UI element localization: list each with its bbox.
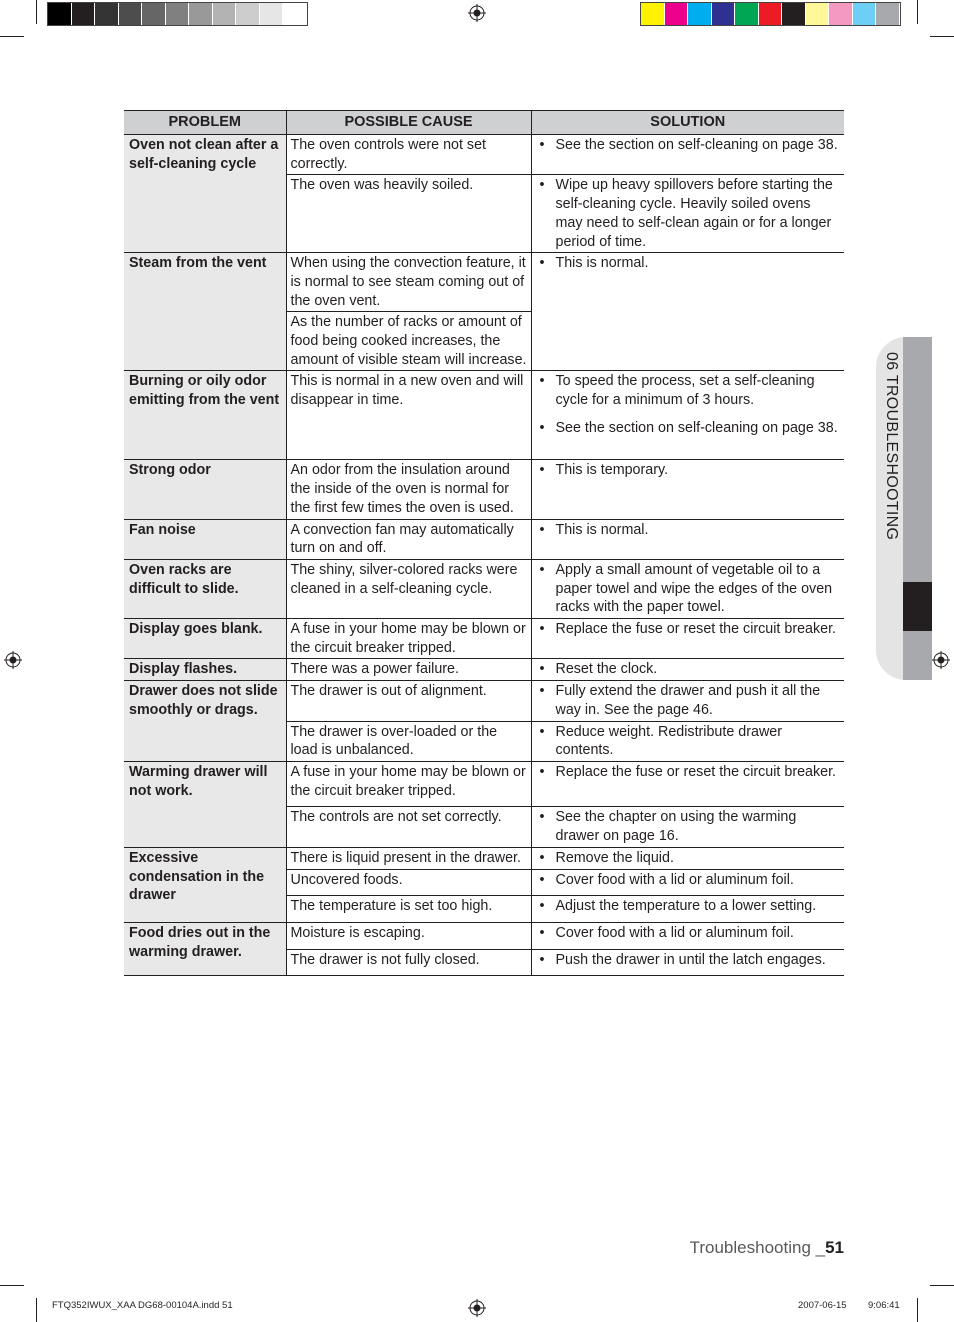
registration-mark-icon (4, 651, 22, 669)
problem-cell: Oven not clean after a self-cleaning cycle (124, 135, 286, 253)
cause-cell: As the number of racks or amount of food being cooked increases, the amount of visible steam will increase. (286, 312, 531, 371)
color-swatch (759, 3, 783, 25)
bullet-icon: • (539, 763, 545, 780)
bullet-icon: • (539, 809, 545, 826)
table-row (124, 371, 844, 460)
solution-item: • This is normal. (539, 521, 649, 538)
solution-cell (531, 761, 844, 806)
solution-item: • Wipe up heavy spillovers before starting the self-cleaning cycle. Heavily soiled ovens may need to self-clean again or for a longer period of time. (539, 177, 833, 250)
bullet-icon: • (539, 137, 545, 153)
bullet-icon: • (539, 177, 545, 194)
cause-cell: Moisture is escaping. (286, 922, 531, 949)
gray-swatch (283, 3, 307, 25)
cause-cell: The drawer is not fully closed. (286, 949, 531, 976)
solution-item: • Push the drawer in until the latch engages. (539, 951, 826, 968)
problem-cell: Fan noise (124, 519, 286, 559)
gray-swatch (213, 3, 237, 25)
gray-swatch (189, 3, 213, 25)
page-footer (690, 1238, 844, 1258)
bullet-icon: • (539, 621, 545, 638)
crop-mark (36, 0, 37, 24)
bullet-icon: • (539, 462, 545, 479)
crop-mark (36, 1298, 37, 1322)
bullet-icon: • (539, 871, 545, 888)
table-row (124, 847, 844, 869)
solution-cell (531, 869, 844, 896)
gray-swatch (236, 3, 260, 25)
color-swatch (735, 3, 759, 25)
bullet-icon: • (539, 661, 545, 678)
problem-cell: Warming drawer will not work. (124, 761, 286, 847)
bullet-icon: • (539, 419, 545, 436)
problem-cell: Strong odor (124, 460, 286, 519)
problem-cell: Drawer does not slide smoothly or drags. (124, 681, 286, 762)
problem-cell: Display goes blank. (124, 619, 286, 659)
bullet-icon: • (539, 723, 545, 740)
solution-item: • Fully extend the drawer and push it all the way in. See the page 46. (539, 683, 821, 718)
color-swatch (829, 3, 853, 25)
solution-item: • Replace the fuse or reset the circuit breaker. (539, 763, 837, 780)
problem-cell: Display flashes. (124, 659, 286, 681)
cause-cell: The oven was heavily soiled. (286, 175, 531, 253)
gray-swatch (166, 3, 190, 25)
cause-cell: An odor from the insulation around the inside of the oven is normal for the first few times the oven is used. (286, 460, 531, 519)
gray-swatch (119, 3, 143, 25)
slug-date: 2007-06-15 (798, 1300, 847, 1311)
registration-mark-icon (468, 1299, 486, 1317)
cause-cell: The drawer is out of alignment. (286, 681, 531, 721)
cause-cell: When using the convection feature, it is normal to see steam coming out of the oven vent. (286, 253, 531, 312)
cause-cell: Uncovered foods. (286, 869, 531, 896)
chapter-label: 06 TROUBLESHOOTING (883, 352, 900, 541)
gray-swatch (260, 3, 284, 25)
table-row (124, 659, 844, 681)
solution-cell (531, 721, 844, 761)
solution-cell (531, 847, 844, 869)
cause-cell: The oven controls were not set correctly. (286, 135, 531, 175)
solution-cell (531, 135, 844, 175)
gray-swatch (142, 3, 166, 25)
bullet-icon: • (539, 924, 545, 941)
cause-cell: A convection fan may automatically turn on and off. (286, 519, 531, 559)
cause-cell: There is liquid present in the drawer. (286, 847, 531, 869)
color-swatch (853, 3, 877, 25)
color-swatch (806, 3, 830, 25)
troubleshooting-table (124, 110, 844, 976)
solution-item: • Remove the liquid. (539, 849, 674, 866)
solution-item: • Reduce weight. Redistribute drawer contents. (539, 723, 782, 759)
problem-cell: Food dries out in the warming drawer. (124, 922, 286, 975)
table-row (124, 559, 844, 618)
solution-cell (531, 460, 844, 519)
solution-cell (531, 559, 844, 618)
problem-cell: Oven racks are difficult to slide. (124, 559, 286, 618)
solution-item: • See the section on self-cleaning on page 38. (539, 137, 838, 153)
table-row (124, 253, 844, 312)
process-color-bar (640, 2, 901, 26)
solution-item: • Apply a small amount of vegetable oil to a paper towel and wipe the edges of the oven racks with the paper towel. (539, 561, 833, 616)
solution-cell (531, 659, 844, 681)
table-row (124, 519, 844, 559)
bullet-icon: • (539, 255, 545, 272)
problem-cell: Burning or oily odor emitting from the vent (124, 371, 286, 460)
bullet-icon: • (539, 849, 545, 866)
footer-title: Troubleshooting _ (689, 1238, 826, 1257)
crop-mark (0, 36, 24, 37)
cause-cell: The drawer is over-loaded or the load is unbalanced. (286, 721, 531, 761)
gray-swatch (95, 3, 119, 25)
cause-cell: There was a power failure. (286, 659, 531, 681)
solution-cell (531, 896, 844, 923)
bullet-icon: • (539, 561, 545, 578)
solution-item: • Replace the fuse or reset the circuit breaker. (539, 621, 837, 638)
registration-mark-icon (468, 4, 486, 22)
crop-mark (917, 1298, 918, 1322)
solution-cell (531, 175, 844, 253)
color-swatch (782, 3, 806, 25)
cause-cell: The temperature is set too high. (286, 896, 531, 923)
table-row (124, 922, 844, 949)
solution-cell (531, 949, 844, 976)
header-problem: PROBLEM (124, 111, 286, 135)
cause-cell: The shiny, silver-colored racks were cleaned in a self-cleaning cycle. (286, 559, 531, 618)
color-swatch (641, 3, 665, 25)
bullet-icon: • (539, 373, 545, 390)
color-swatch (876, 3, 900, 25)
crop-mark (930, 36, 954, 37)
bullet-icon: • (539, 683, 545, 700)
bullet-icon: • (539, 521, 545, 538)
solution-cell (531, 807, 844, 847)
solution-item: • Cover food with a lid or aluminum foil. (539, 924, 794, 941)
table-row (124, 619, 844, 659)
solution-cell (531, 253, 844, 371)
gray-swatch (72, 3, 96, 25)
bullet-icon: • (539, 898, 545, 915)
cause-cell: The controls are not set correctly. (286, 807, 531, 847)
page-number: 51 (825, 1238, 844, 1257)
crop-mark (0, 1285, 24, 1286)
gray-swatch (48, 3, 72, 25)
solution-cell (531, 922, 844, 949)
solution-item: • Reset the clock. (539, 661, 658, 678)
registration-mark-icon (932, 651, 950, 669)
table-row (124, 460, 844, 519)
solution-item: • See the section on self-cleaning on page 38. (539, 419, 838, 436)
color-swatch (712, 3, 736, 25)
solution-item: • Adjust the temperature to a lower setting. (539, 898, 817, 915)
crop-mark (930, 1285, 954, 1286)
cause-cell: This is normal in a new oven and will disappear in time. (286, 371, 531, 460)
bullet-icon: • (539, 951, 545, 968)
table-row (124, 135, 844, 175)
solution-item: • This is normal. (539, 255, 649, 272)
header-solution: SOLUTION (531, 111, 844, 135)
problem-cell: Excessive condensation in the drawer (124, 847, 286, 922)
color-swatch (665, 3, 689, 25)
slug-filename: FTQ352IWUX_XAA DG68-00104A.indd 51 (52, 1300, 233, 1311)
solution-cell (531, 619, 844, 659)
solution-cell (531, 371, 844, 460)
cause-cell: A fuse in your home may be blown or the circuit breaker tripped. (286, 619, 531, 659)
problem-cell: Steam from the vent (124, 253, 286, 371)
solution-item: • See the chapter on using the warming drawer on page 16. (539, 809, 797, 845)
solution-cell (531, 519, 844, 559)
crop-mark (917, 0, 918, 24)
solution-item: • Cover food with a lid or aluminum foil. (539, 871, 794, 888)
solution-item: • This is temporary. (539, 462, 669, 479)
color-swatch (688, 3, 712, 25)
cause-cell: A fuse in your home may be blown or the circuit breaker tripped. (286, 761, 531, 806)
chapter-indicator-block (903, 582, 932, 631)
slug-time: 9:06:41 (868, 1300, 900, 1311)
table-header-row (124, 111, 844, 135)
grayscale-color-bar (47, 2, 308, 26)
table-row (124, 761, 844, 806)
solution-cell (531, 681, 844, 721)
solution-item: • To speed the process, set a self-cleaning cycle for a minimum of 3 hours. (539, 373, 815, 409)
header-possible-cause: POSSIBLE CAUSE (286, 111, 531, 135)
table-row (124, 681, 844, 721)
